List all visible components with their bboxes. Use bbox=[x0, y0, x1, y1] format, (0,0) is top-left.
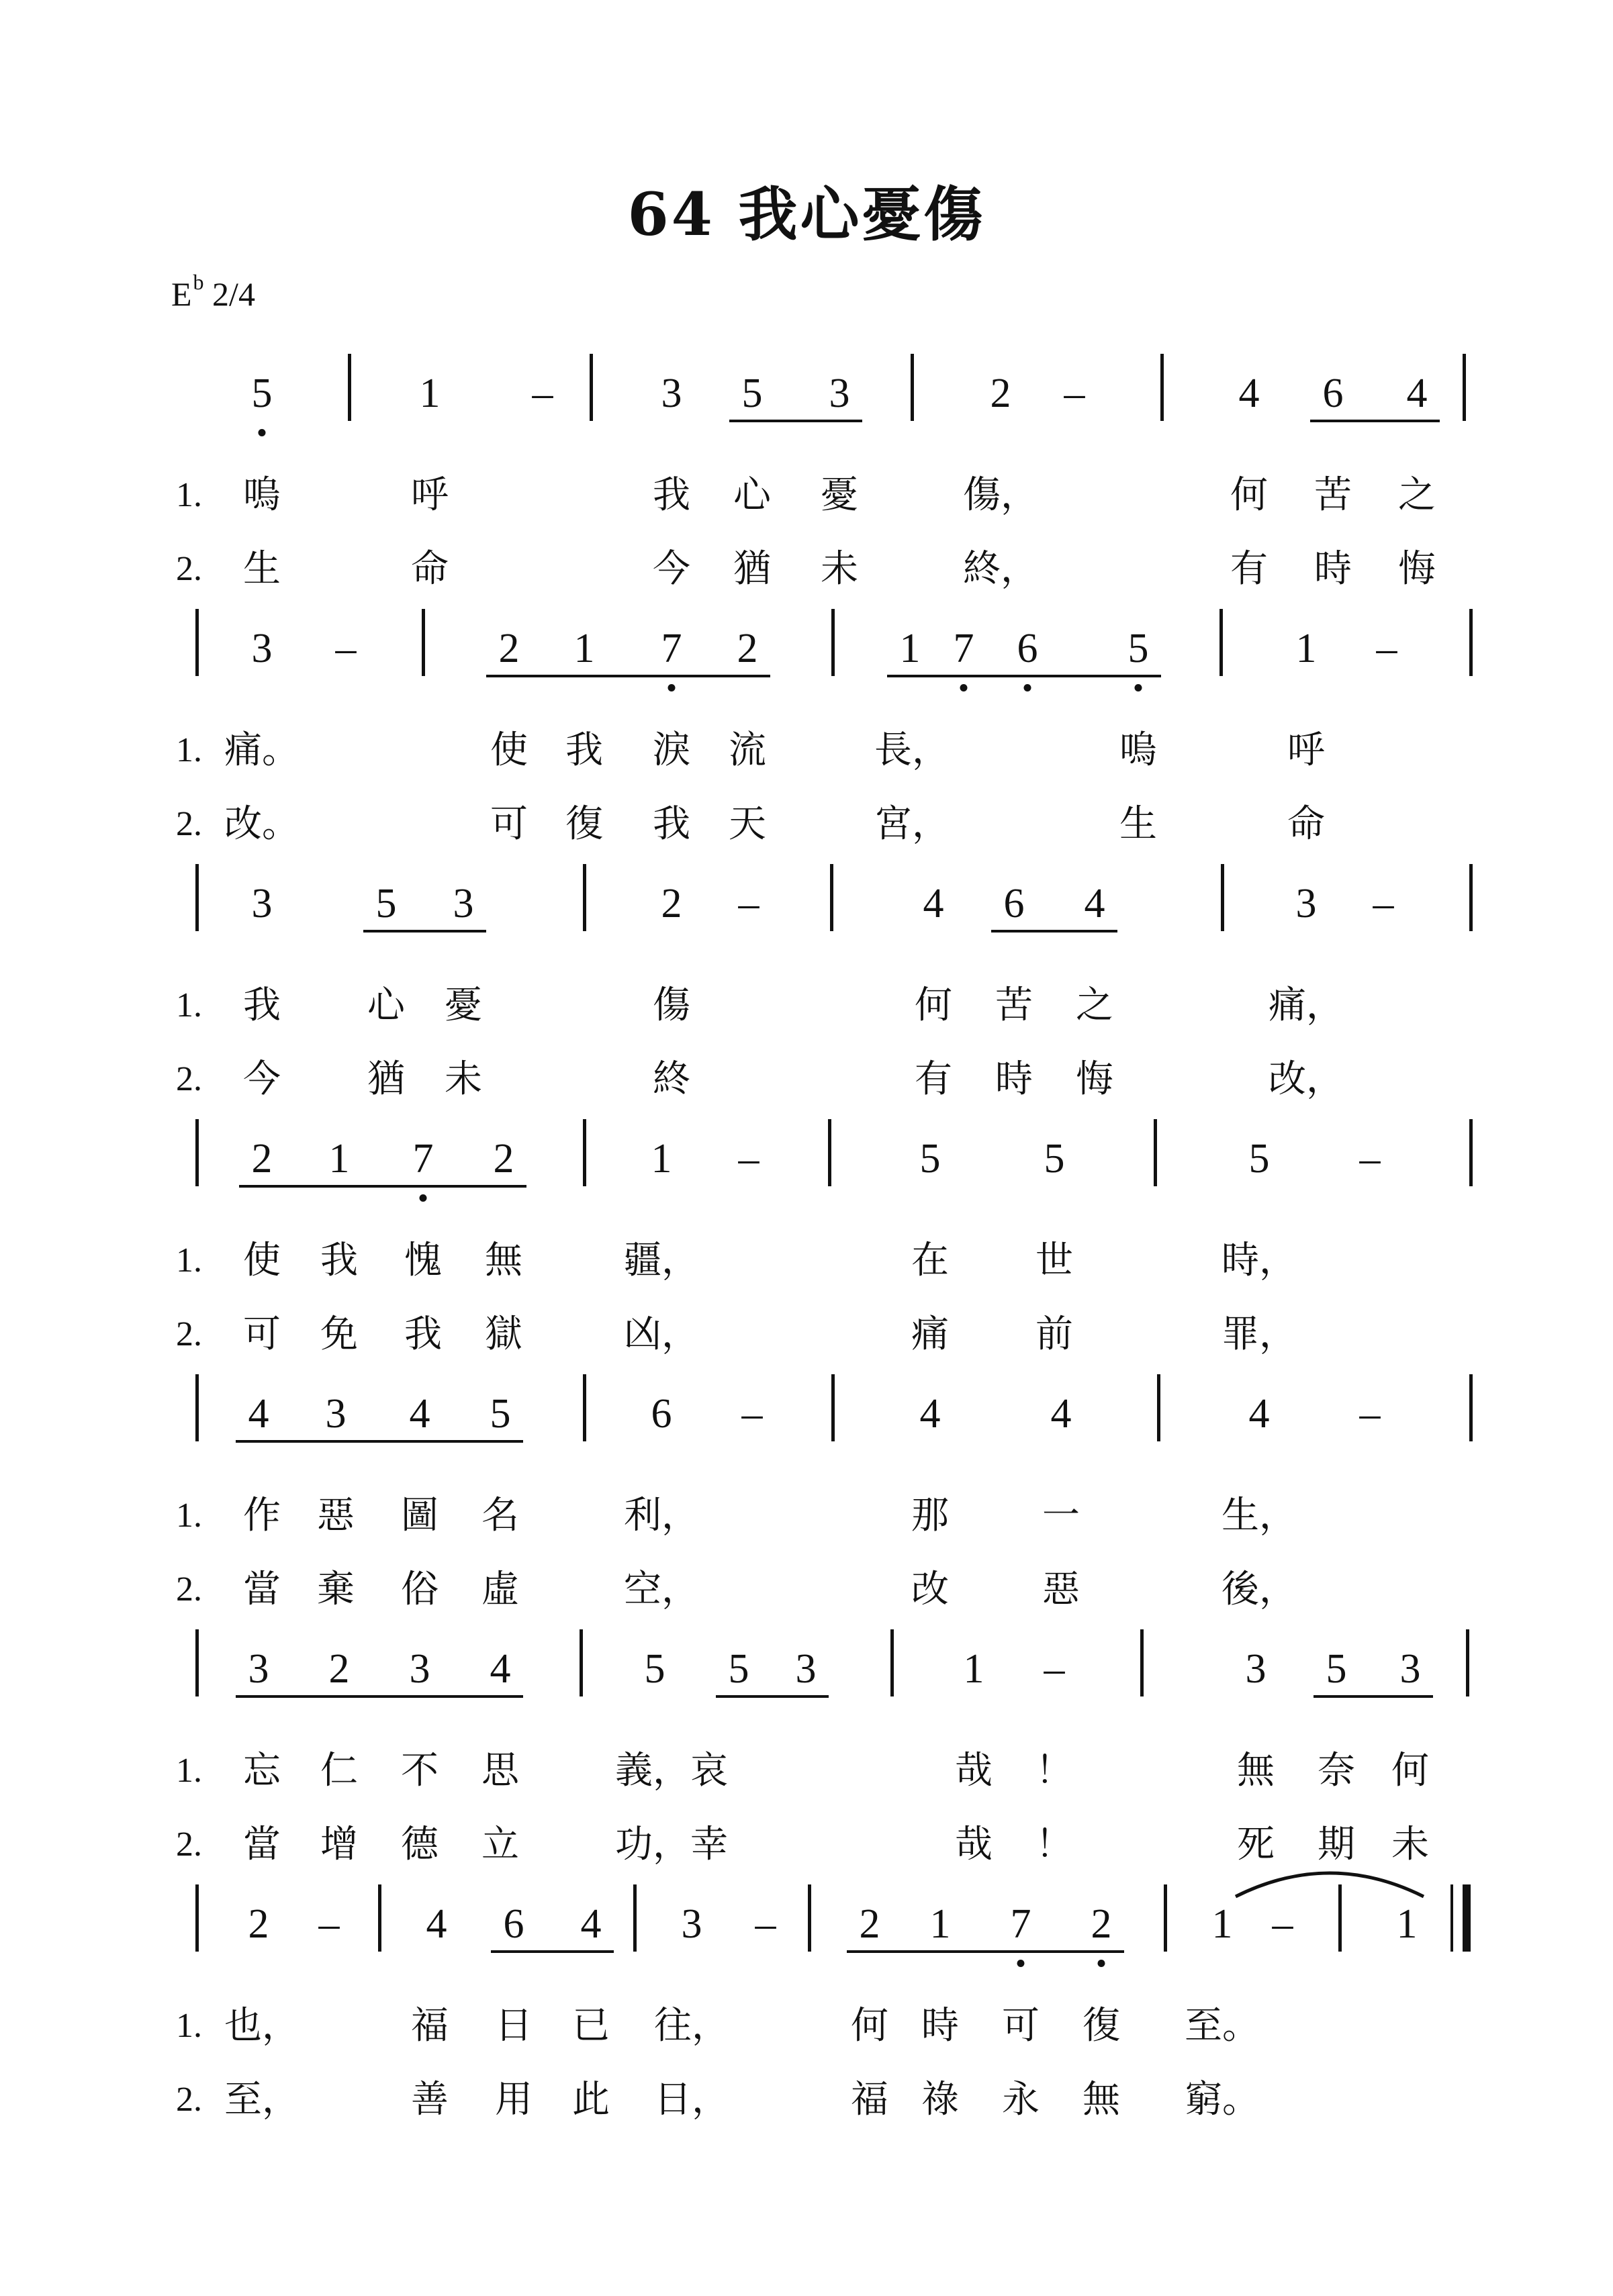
barline bbox=[1140, 1629, 1144, 1696]
lyric-char: 忘 bbox=[243, 1749, 281, 1792]
lyric-char: 至。 bbox=[1185, 2004, 1260, 2048]
lyric-char: 之 bbox=[1076, 984, 1113, 1027]
lyric-char: 無 bbox=[1237, 1749, 1275, 1792]
lyric-char: 命 bbox=[411, 547, 449, 591]
octave-dot-low bbox=[1135, 684, 1142, 691]
lyric-char: 日 bbox=[495, 2004, 533, 2048]
lyric-char: 淚 bbox=[653, 728, 690, 772]
lyric-char: 時 bbox=[1314, 547, 1352, 591]
lyric-char: 用 bbox=[495, 2078, 533, 2121]
lyric-char: 奈 bbox=[1318, 1749, 1355, 1792]
note: 5 bbox=[1127, 626, 1149, 671]
octave-dot-low bbox=[1024, 684, 1031, 691]
barline bbox=[422, 609, 425, 676]
dash-mark: – bbox=[738, 881, 759, 926]
lyric-char: 今 bbox=[243, 1057, 281, 1101]
note: 2 bbox=[859, 1901, 880, 1947]
barline bbox=[195, 1119, 199, 1186]
lyric-char: 圖 bbox=[401, 1494, 439, 1537]
barline bbox=[583, 1119, 586, 1186]
note: 1 bbox=[929, 1901, 951, 1947]
underline-beam bbox=[1310, 420, 1440, 422]
dash-mark: – bbox=[318, 1901, 340, 1947]
note: 2 bbox=[1091, 1901, 1112, 1947]
note: 2 bbox=[737, 626, 758, 671]
lyric-char: 我 bbox=[243, 984, 281, 1027]
note: 6 bbox=[651, 1391, 672, 1437]
note: 5 bbox=[644, 1646, 665, 1692]
note: 1 bbox=[573, 626, 595, 671]
barline bbox=[195, 609, 199, 676]
barline bbox=[1469, 609, 1473, 676]
underline-beam bbox=[363, 930, 486, 932]
note: 5 bbox=[1248, 1136, 1270, 1182]
lyric-char: 往， bbox=[654, 2004, 729, 2048]
note: 3 bbox=[453, 881, 474, 926]
lyric-char: 福 bbox=[851, 2078, 888, 2121]
lyric-char: 立 bbox=[481, 1823, 519, 1866]
lyric-char: 時 bbox=[995, 1057, 1033, 1101]
note: 4 bbox=[1084, 881, 1105, 926]
barline bbox=[1160, 354, 1164, 421]
lyric-char: 當 bbox=[243, 1823, 281, 1866]
barline bbox=[831, 609, 835, 676]
underline-beam bbox=[486, 675, 770, 677]
lyric-char: 至， bbox=[224, 2078, 299, 2121]
verse-number: 2. bbox=[176, 1825, 202, 1864]
lyric-char: 猶 bbox=[367, 1057, 405, 1101]
verse-number: 2. bbox=[176, 2080, 202, 2119]
lyric-char: 世 bbox=[1035, 1239, 1073, 1282]
note: 5 bbox=[1044, 1136, 1065, 1182]
octave-dot-low bbox=[420, 1194, 427, 1202]
lyric-char: ！ bbox=[1035, 1823, 1073, 1866]
barline bbox=[828, 1119, 831, 1186]
underline-beam bbox=[716, 1695, 829, 1698]
final-barline-thin bbox=[1450, 1884, 1453, 1952]
lyric-char: 苦 bbox=[995, 984, 1033, 1027]
dash-mark: – bbox=[1064, 371, 1085, 416]
lyric-char: 復 bbox=[1082, 2004, 1120, 2048]
note: 2 bbox=[251, 1136, 273, 1182]
verse-number: 2. bbox=[176, 550, 202, 588]
octave-dot-low bbox=[1017, 1960, 1025, 1967]
lyric-char: 愧 bbox=[404, 1239, 442, 1282]
note: 1 bbox=[419, 371, 441, 416]
lyric-char: 我 bbox=[653, 473, 690, 517]
lyric-char: 仁 bbox=[320, 1749, 358, 1792]
lyric-char: 悔 bbox=[1076, 1057, 1113, 1101]
barline bbox=[1469, 1119, 1473, 1186]
lyric-char: 期 bbox=[1318, 1823, 1355, 1866]
note: 4 bbox=[1238, 371, 1260, 416]
barline bbox=[195, 1884, 199, 1952]
verse-number: 1. bbox=[176, 986, 202, 1024]
lyric-char: 祿 bbox=[921, 2078, 959, 2121]
note: 3 bbox=[248, 1646, 269, 1692]
lyric-char: 何 bbox=[1230, 473, 1268, 517]
barline bbox=[831, 1374, 835, 1441]
lyric-char: 傷 bbox=[653, 984, 690, 1027]
underline-beam bbox=[1314, 1695, 1433, 1698]
note: 4 bbox=[490, 1646, 511, 1692]
lyric-char: 已 bbox=[572, 2004, 610, 2048]
octave-dot-low bbox=[668, 684, 676, 691]
note: 1 bbox=[651, 1136, 672, 1182]
note: 5 bbox=[1326, 1646, 1347, 1692]
note: 3 bbox=[829, 371, 850, 416]
lyric-char: 未 bbox=[1391, 1823, 1429, 1866]
lyric-char: 我 bbox=[565, 728, 603, 772]
dash-mark: – bbox=[1359, 1136, 1381, 1182]
note: 4 bbox=[923, 881, 944, 926]
barline bbox=[890, 1629, 894, 1696]
note: 4 bbox=[248, 1391, 269, 1437]
note: 2 bbox=[990, 371, 1011, 416]
barline bbox=[590, 354, 593, 421]
lyric-char: 改， bbox=[1269, 1057, 1344, 1101]
barline bbox=[195, 864, 199, 931]
lyric-char: 空， bbox=[624, 1568, 699, 1611]
verse-number: 1. bbox=[176, 1496, 202, 1535]
lyric-char: 生 bbox=[243, 547, 281, 591]
note: 4 bbox=[580, 1901, 602, 1947]
octave-dot-low bbox=[960, 684, 968, 691]
verse-number: 1. bbox=[176, 1752, 202, 1790]
lyric-char: 嗚 bbox=[243, 473, 281, 517]
lyric-char: 當 bbox=[243, 1568, 281, 1611]
lyric-char: 可 bbox=[243, 1312, 281, 1356]
barline bbox=[1466, 1629, 1469, 1696]
lyric-char: 使 bbox=[243, 1239, 281, 1282]
note: 5 bbox=[251, 371, 273, 416]
dash-mark: – bbox=[1359, 1391, 1381, 1437]
lyric-char: 獄 bbox=[485, 1312, 522, 1356]
lyric-char: 嗚 bbox=[1119, 728, 1157, 772]
dash-mark: – bbox=[1373, 881, 1394, 926]
dash-mark: – bbox=[755, 1901, 776, 1947]
note: 3 bbox=[1295, 881, 1317, 926]
lyric-char: 憂 bbox=[821, 473, 858, 517]
lyric-char: ！ bbox=[1035, 1749, 1073, 1792]
note: 5 bbox=[490, 1391, 511, 1437]
lyric-char: 作 bbox=[243, 1494, 281, 1537]
barline bbox=[195, 1629, 199, 1696]
note: 3 bbox=[1399, 1646, 1421, 1692]
verse-number: 1. bbox=[176, 731, 202, 769]
note: 4 bbox=[409, 1391, 430, 1437]
lyric-char: 天 bbox=[729, 802, 766, 846]
verse-number: 2. bbox=[176, 1570, 202, 1609]
lyric-char: 思 bbox=[481, 1749, 519, 1792]
note: 4 bbox=[1248, 1391, 1270, 1437]
lyric-char: 在 bbox=[911, 1239, 949, 1282]
lyric-char: 罪， bbox=[1222, 1312, 1297, 1356]
verse-number: 1. bbox=[176, 476, 202, 514]
barline bbox=[1154, 1119, 1157, 1186]
lyric-char: 無 bbox=[485, 1239, 522, 1282]
lyric-char: 可 bbox=[490, 802, 528, 846]
lyric-char: 生 bbox=[1119, 802, 1157, 846]
key-flat: b bbox=[193, 270, 204, 294]
note: 6 bbox=[1322, 371, 1344, 416]
lyric-char: 呼 bbox=[1287, 728, 1325, 772]
dash-mark: – bbox=[1044, 1646, 1065, 1692]
octave-dot-low bbox=[259, 429, 266, 436]
lyric-char: 猶 bbox=[733, 547, 771, 591]
lyric-char: 一 bbox=[1042, 1494, 1080, 1537]
lyric-char: 終， bbox=[963, 547, 1038, 591]
barline bbox=[348, 354, 351, 421]
lyric-char: 善 bbox=[411, 2078, 449, 2121]
lyric-char: 何 bbox=[915, 984, 952, 1027]
note: 5 bbox=[919, 1136, 941, 1182]
barline bbox=[808, 1884, 811, 1952]
lyric-char: 何 bbox=[1391, 1749, 1429, 1792]
verse-number: 1. bbox=[176, 2007, 202, 2045]
note: 4 bbox=[1050, 1391, 1072, 1437]
underline-beam bbox=[991, 930, 1117, 932]
note: 1 bbox=[1396, 1901, 1418, 1947]
barline bbox=[1463, 354, 1466, 421]
lyric-char: 名 bbox=[481, 1494, 519, 1537]
lyric-char: 悔 bbox=[1398, 547, 1436, 591]
lyric-char: 無 bbox=[1082, 2078, 1120, 2121]
dash-mark: – bbox=[738, 1136, 759, 1182]
lyric-char: 何 bbox=[851, 2004, 888, 2048]
barline bbox=[378, 1884, 381, 1952]
underline-beam bbox=[491, 1950, 614, 1953]
barline bbox=[1469, 1374, 1473, 1441]
lyric-char: 痛。 bbox=[224, 728, 299, 772]
lyric-char: 呼 bbox=[411, 473, 449, 517]
lyric-char: 棄 bbox=[317, 1568, 355, 1611]
note: 7 bbox=[953, 626, 974, 671]
time-signature: 2/4 bbox=[212, 275, 255, 313]
lyric-char: 死 bbox=[1237, 1823, 1275, 1866]
verse-number: 2. bbox=[176, 1060, 202, 1098]
dash-mark: – bbox=[1272, 1901, 1293, 1947]
barline bbox=[1219, 609, 1223, 676]
lyric-char: 可 bbox=[1002, 2004, 1040, 2048]
lyric-char: 今 bbox=[653, 547, 690, 591]
barline bbox=[1469, 864, 1473, 931]
note: 7 bbox=[412, 1136, 434, 1182]
lyric-char: 改。 bbox=[224, 802, 299, 846]
lyric-char: 疆， bbox=[624, 1239, 699, 1282]
lyric-char: 未 bbox=[821, 547, 858, 591]
lyric-char: 德 bbox=[401, 1823, 439, 1866]
lyric-char: 未 bbox=[445, 1057, 482, 1101]
lyric-char: 時， bbox=[1222, 1239, 1297, 1282]
underline-beam bbox=[887, 675, 1161, 677]
barline bbox=[583, 1374, 586, 1441]
lyric-char: 惡 bbox=[317, 1494, 355, 1537]
lyric-char: 有 bbox=[915, 1057, 952, 1101]
note: 3 bbox=[251, 881, 273, 926]
lyric-char: 痛， bbox=[1269, 984, 1344, 1027]
verse-number: 2. bbox=[176, 805, 202, 843]
lyric-char: 使 bbox=[490, 728, 528, 772]
barline bbox=[580, 1629, 583, 1696]
note: 3 bbox=[795, 1646, 817, 1692]
hymn-title: 64 我心憂傷 bbox=[627, 179, 986, 249]
note: 3 bbox=[251, 626, 273, 671]
lyric-char: 宮， bbox=[874, 802, 950, 846]
note: 5 bbox=[375, 881, 397, 926]
lyric-char: 流 bbox=[729, 728, 766, 772]
lyric-char: 復 bbox=[565, 802, 603, 846]
lyric-char: 俗 bbox=[401, 1568, 439, 1611]
lyric-char: 虛 bbox=[481, 1568, 519, 1611]
note: 6 bbox=[1003, 881, 1025, 926]
dash-mark: – bbox=[741, 1391, 763, 1437]
note: 6 bbox=[1017, 626, 1038, 671]
note: 1 bbox=[328, 1136, 350, 1182]
note: 3 bbox=[409, 1646, 430, 1692]
barline bbox=[195, 1374, 199, 1441]
lyric-char: 終 bbox=[653, 1057, 690, 1101]
lyric-char: 命 bbox=[1287, 802, 1325, 846]
lyric-char: 我 bbox=[404, 1312, 442, 1356]
lyric-char: 免 bbox=[320, 1312, 358, 1356]
lyric-char: 義，哀 bbox=[615, 1749, 728, 1792]
lyric-char: 哉 bbox=[955, 1749, 993, 1792]
lyric-char: 利， bbox=[624, 1494, 699, 1537]
lyric-char: 憂 bbox=[445, 984, 482, 1027]
lyric-char: 痛 bbox=[911, 1312, 949, 1356]
verse-number: 1. bbox=[176, 1241, 202, 1280]
barline bbox=[830, 864, 833, 931]
note: 3 bbox=[681, 1901, 702, 1947]
barline bbox=[583, 864, 586, 931]
lyric-char: 功，幸 bbox=[615, 1823, 728, 1866]
underline-beam bbox=[236, 1440, 523, 1443]
octave-dot-low bbox=[1098, 1960, 1105, 1967]
lyric-char: 永 bbox=[1002, 2078, 1040, 2121]
barline bbox=[1157, 1374, 1160, 1441]
final-barline bbox=[1463, 1884, 1471, 1952]
barline bbox=[1221, 864, 1224, 931]
note: 2 bbox=[661, 881, 682, 926]
lyric-char: 不 bbox=[401, 1749, 439, 1792]
note: 5 bbox=[741, 371, 763, 416]
barline bbox=[911, 354, 914, 421]
note: 6 bbox=[503, 1901, 524, 1947]
note: 1 bbox=[1295, 626, 1317, 671]
key-signature bbox=[171, 270, 255, 314]
barline bbox=[633, 1884, 637, 1952]
lyric-char: 我 bbox=[653, 802, 690, 846]
note: 2 bbox=[248, 1901, 269, 1947]
note: 4 bbox=[1406, 371, 1428, 416]
lyric-char: 日， bbox=[654, 2078, 729, 2121]
lyric-char: 心 bbox=[733, 473, 771, 517]
note: 7 bbox=[661, 626, 682, 671]
note: 2 bbox=[328, 1646, 350, 1692]
lyric-char: 那 bbox=[911, 1494, 949, 1537]
lyric-char: 凶， bbox=[624, 1312, 699, 1356]
dash-mark: – bbox=[335, 626, 357, 671]
dash-mark: – bbox=[532, 371, 553, 416]
lyric-char: 哉 bbox=[955, 1823, 993, 1866]
key-tonic: E bbox=[171, 275, 192, 313]
lyric-char: 惡 bbox=[1042, 1568, 1080, 1611]
tie-arc bbox=[1229, 1856, 1430, 1903]
lyric-char: 此 bbox=[572, 2078, 610, 2121]
note: 2 bbox=[493, 1136, 514, 1182]
lyric-char: 長， bbox=[874, 728, 950, 772]
lyric-char: 前 bbox=[1035, 1312, 1073, 1356]
underline-beam bbox=[236, 1695, 523, 1698]
note: 3 bbox=[661, 371, 682, 416]
lyric-char: 福 bbox=[411, 2004, 449, 2048]
lyric-char: 苦 bbox=[1314, 473, 1352, 517]
note: 1 bbox=[899, 626, 921, 671]
note: 5 bbox=[728, 1646, 749, 1692]
lyric-char: 也， bbox=[224, 2004, 299, 2048]
lyric-char: 增 bbox=[320, 1823, 358, 1866]
underline-beam bbox=[239, 1185, 526, 1188]
underline-beam bbox=[847, 1950, 1124, 1953]
note: 1 bbox=[963, 1646, 984, 1692]
note: 4 bbox=[919, 1391, 941, 1437]
lyric-char: 傷， bbox=[963, 473, 1038, 517]
lyric-char: 時 bbox=[921, 2004, 959, 2048]
lyric-char: 窮。 bbox=[1185, 2078, 1260, 2121]
note: 7 bbox=[1010, 1901, 1031, 1947]
verse-number: 2. bbox=[176, 1315, 202, 1353]
lyric-char: 改 bbox=[911, 1568, 949, 1611]
lyric-char: 後， bbox=[1222, 1568, 1297, 1611]
lyric-char: 生， bbox=[1222, 1494, 1297, 1537]
barline bbox=[1164, 1884, 1167, 1952]
dash-mark: – bbox=[1376, 626, 1397, 671]
note: 3 bbox=[1245, 1646, 1266, 1692]
note: 2 bbox=[498, 626, 520, 671]
lyric-char: 有 bbox=[1230, 547, 1268, 591]
note: 1 bbox=[1211, 1901, 1233, 1947]
lyric-char: 我 bbox=[320, 1239, 358, 1282]
underline-beam bbox=[729, 420, 862, 422]
lyric-char: 之 bbox=[1398, 473, 1436, 517]
lyric-char: 心 bbox=[367, 984, 405, 1027]
note: 3 bbox=[325, 1391, 347, 1437]
note: 4 bbox=[426, 1901, 447, 1947]
